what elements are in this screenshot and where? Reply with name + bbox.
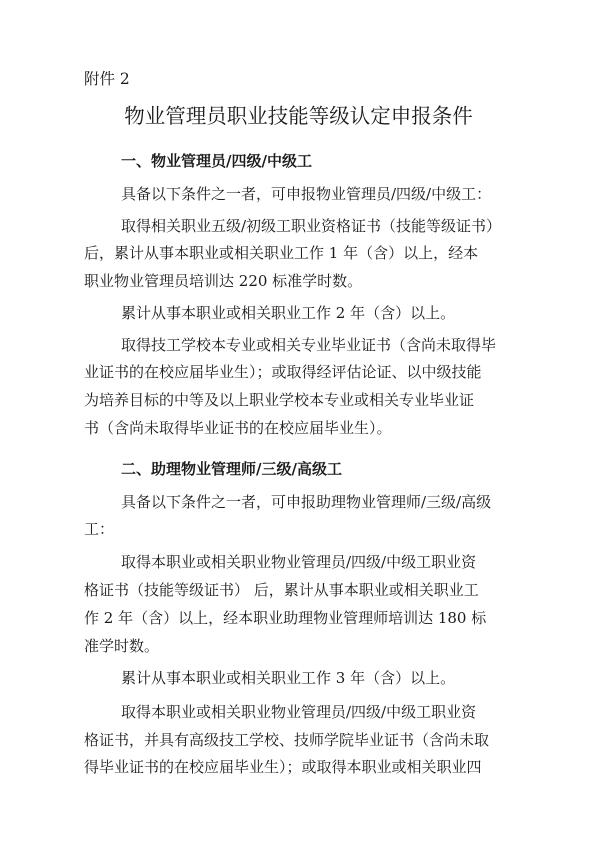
section-2-intro-line-1: 具备以下条件之一者，可申报助理物业管理师/三级/高级	[121, 493, 492, 511]
section-1-condition-3-line-3: 为培养目标的中等及以上职业学校本专业或相关专业毕业证	[84, 391, 475, 409]
section-1-condition-1-line-2: 后，累计从事本职业或相关职业工作 1 年（含）以上，经本	[84, 244, 479, 262]
section-1-condition-1-line-1: 取得相关职业五级/初级工职业资格证书（技能等级证书）	[121, 217, 502, 235]
attachment-label: 附件 2	[84, 70, 130, 88]
section-1-condition-2: 累计从事本职业或相关职业工作 2 年（含）以上。	[121, 304, 456, 322]
section-2-condition-3-line-2: 格证书，并具有高级技工学校、技师学院毕业证书（含尚未取	[84, 731, 490, 749]
section-1-intro: 具备以下条件之一者，可申报物业管理员/四级/中级工：	[121, 185, 492, 203]
section-2-condition-1-line-1: 取得本职业或相关职业物业管理员/四级/中级工职业资	[121, 553, 477, 571]
document-title: 物业管理员职业技能等级认定申报条件	[124, 104, 473, 128]
section-1-condition-1-line-3: 职业物业管理员培训达 220 标准学时数。	[84, 272, 363, 290]
section-2-heading: 二、助理物业管理师/三级/高级工	[121, 460, 342, 478]
section-2-condition-1-line-2: 格证书（技能等级证书） 后，累计从事本职业或相关职业工	[84, 581, 479, 599]
section-1-condition-3-line-4: 书（含尚未取得毕业证书的在校应届毕业生）。	[84, 419, 392, 437]
section-2-intro-line-2: 工：	[84, 520, 115, 538]
section-1-condition-3-line-2: 业证书的在校应届毕业生）；或取得经评估论证、以中级技能	[84, 363, 482, 381]
section-2-condition-1-line-4: 准学时数。	[84, 637, 160, 655]
section-1-condition-3-line-1: 取得技工学校本专业或相关专业毕业证书（含尚未取得毕	[121, 336, 497, 354]
section-2-condition-3-line-3: 得毕业证书的在校应届毕业生）；或取得本职业或相关职业四	[84, 758, 482, 776]
section-2-condition-2: 累计从事本职业或相关职业工作 3 年（含）以上。	[121, 669, 456, 687]
section-2-condition-3-line-1: 取得本职业或相关职业物业管理员/四级/中级工职业资	[121, 703, 477, 721]
section-1-heading: 一、物业管理员/四级/中级工	[121, 152, 312, 170]
section-2-condition-1-line-3: 作 2 年（含）以上，经本职业助理物业管理师培训达 180 标	[84, 609, 487, 627]
